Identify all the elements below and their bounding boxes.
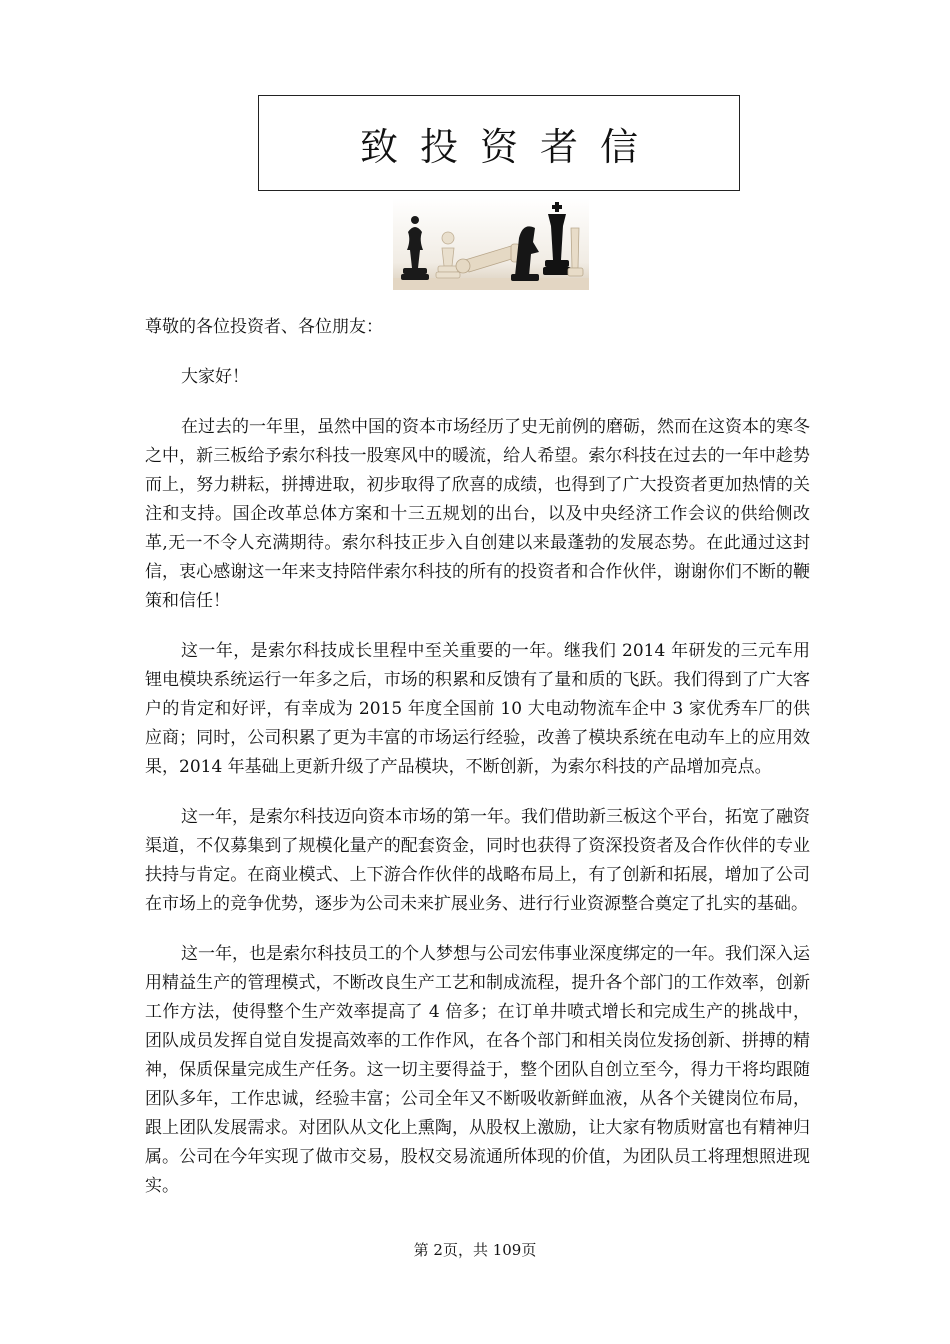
paragraph-3: 这一年，是索尔科技迈向资本市场的第一年。我们借助新三板这个平台，拓宽了融资渠道，不仅募集到了规模化量产的配套资金，同时也获得了资深投资者及合作伙伴的专业扶持与肯定。在商业模式、上下游合作伙伴的战略布局上，有了创新和拓展，增加了公司在市场上的竞争优势，逐步为公司未来扩展业务、进行行业资源整合奠定了扎实的基础。 xyxy=(145,807,810,914)
letter-body xyxy=(145,313,810,1222)
document-title: 致投资者信 xyxy=(359,124,660,169)
page-number: 第 2页，共 109页 xyxy=(413,1241,537,1259)
paragraph-2: 这一年，是索尔科技成长里程中至关重要的一年。继我们 2014 年研发的三元车用锂电模块系统运行一年多之后，市场的积累和反馈有了量和质的飞跃。我们得到了广大客户的肯定和好评，有幸成为 2015 年度全国前 10 大电动物流车企中 3 家优秀车厂的供应商；同时，公司积累了更为丰富的市场运行经验，改善了模块系统在电动车上的应用效果，2014 年基础上更新升级了产品模块，不断创新，为索尔科技的产品增加亮点。 xyxy=(145,641,810,777)
title-box xyxy=(258,95,740,191)
chess-pieces-image xyxy=(393,198,589,290)
paragraph-1: 在过去的一年里，虽然中国的资本市场经历了史无前例的磨砺，然而在这资本的寒冬之中，新三板给予索尔科技一股寒风中的暖流，给人希望。索尔科技在过去的一年中趁势而上，努力耕耘，拼搏进取，初步取得了欣喜的成绩，也得到了广大投资者更加热情的关注和支持。国企改革总体方案和十三五规划的出台，以及中央经济工作会议的供给侧改革,无一不令人充满期待。索尔科技正步入自创建以来最蓬勃的发展态势。在此通过这封信，衷心感谢这一年来支持陪伴索尔科技的所有的投资者和合作伙伴，谢谢你们不断的鞭策和信任！ xyxy=(145,417,810,611)
salutation: 尊敬的各位投资者、各位朋友： xyxy=(145,317,383,337)
greeting: 大家好！ xyxy=(181,367,249,387)
paragraph-4: 这一年，也是索尔科技员工的个人梦想与公司宏伟事业深度绑定的一年。我们深入运用精益生产的管理模式，不断改良生产工艺和制成流程，提升各个部门的工作效率，创新工作方法，使得整个生产效率提高了 4 倍多；在订单井喷式增长和完成生产的挑战中，团队成员发挥自觉自发提高效率的工作作风，在各个部门和相关岗位发扬创新、拼搏的精神，保质保量完成生产任务。这一切主要得益于，整个团队自创立至今，得力干将均跟随团队多年，工作忠诚，经验丰富；公司全年又不断吸收新鲜血液，从各个关键岗位布局，跟上团队发展需求。对团队从文化上熏陶，从股权上激励，让大家有物质财富也有精神归属。公司在今年实现了做市交易，股权交易流通所体现的价值，为团队员工将理想照进现实。 xyxy=(145,944,810,1196)
